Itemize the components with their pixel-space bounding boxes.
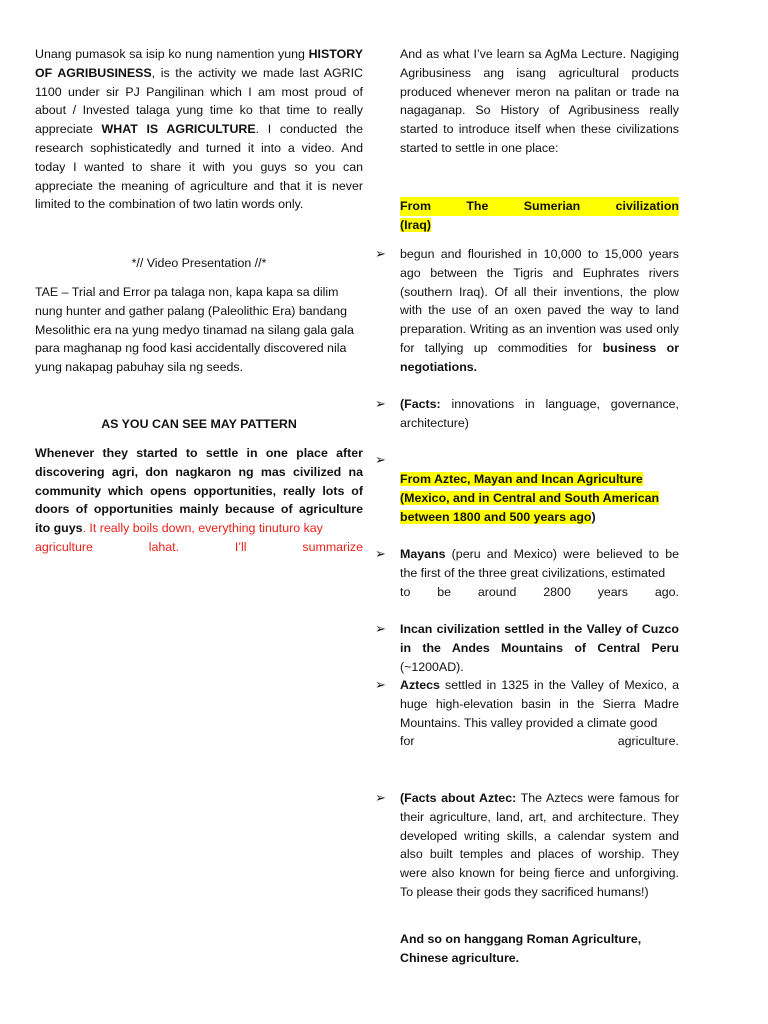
intro-paragraph: Unang pumasok sa isip ko nung namention yung HISTORY OF AGRIBUSINESS, is the activity we made last AGRIC 1100 under sir PJ Pangilinan which I am most proud of about / Invested talaga yung time ko that time to really appreciate WHAT IS AGRICULTURE. I conducted the research sophisticatedly and turned it into a video. And today I wanted to share it with you guys so you can appreciate the meaning of agriculture and that it is never limited to the combination of two latin words only. — [35, 47, 363, 212]
pattern-heading: AS YOU CAN SEE MAY PATTERN — [101, 417, 297, 431]
arrow-bullet-icon: ➢ — [375, 452, 386, 467]
arrow-bullet-icon: ➢ — [375, 246, 386, 261]
mayans-last-line: to be around 2800 years ago. — [400, 584, 679, 599]
whenever-paragraph: Whenever they started to settle in one place after discovering agri, don nagkaron ng mas civilized na community which opens opportunities, really lots of doors of opportunities mainly because of agriculture ito guys. It really boils down, everything tinuturo kay — [35, 446, 363, 536]
arrow-bullet-icon: ➢ — [375, 546, 386, 561]
aztec-facts-bullet: ➢ (Facts about Aztec: The Aztecs were famous for their agriculture, land, art, and architecture. They developed writing skills, a calendar system and also built temples and places of worship. They were also known for being fierce and unforgiving. To please their gods they sacrificed humans!) — [375, 790, 679, 899]
incan-bullet: ➢ Incan civilization settled in the Valley of Cuzco in the Andes Mountains of Central Peru (~1200AD). — [375, 621, 679, 674]
tae-paragraph: TAE – Trial and Error pa talaga non, kapa kapa sa dilim nung hunter and gather palang (Paleolithic Era) bandang Mesolithic era na yung medyo tinamad na silang gala gala para maghanap ng food kasi accidentally discovered nila yung nakapag pabuhay sila ng seeds. — [35, 285, 354, 375]
sumerian-heading: From The Sumerian civilization (Iraq) — [400, 199, 679, 232]
arrow-bullet-icon: ➢ — [375, 677, 386, 692]
arrow-bullet-icon: ➢ — [375, 621, 386, 636]
sumerian-facts-bullet: ➢ (Facts: innovations in language, governance, architecture) — [375, 396, 679, 430]
aztec-mayan-incan-heading: From Aztec, Mayan and Incan Agriculture (Mexico, and in Central and South American between 1800 and 500 years ago) — [400, 472, 660, 524]
closing-paragraph: And so on hanggang Roman Agriculture, Chinese agriculture. — [400, 932, 642, 965]
aztecs-last-line: for agriculture. — [400, 734, 679, 749]
arrow-bullet-icon: ➢ — [375, 790, 386, 805]
sumerian-bullet-1: ➢ begun and flourished in 10,000 to 15,000 years ago between the Tigris and Euphrates rivers (southern Iraq). Of all their inventions, the plow with the use of an oxen paved the way to land preparation. Writing as an invention was used only for tallying up commodities for business or negotiations. — [375, 246, 680, 374]
mayans-bullet: ➢ Mayans (peru and Mexico) were believed to be the first of the three great civilizations, estimated to be around 2800 years ago. — [400, 545, 679, 601]
agma-intro-paragraph: And as what I’ve learn sa AgMa Lecture. Nagiging Agribusiness ang isang agricultural products produced whenever meron na palitan or trade na nagaganap. So History of Agribusiness really started to introduce itself when these civilizations started to settle in one place: — [400, 47, 679, 155]
video-presentation-label: *// Video Presentation //* — [131, 256, 267, 270]
arrow-bullet-icon: ➢ — [375, 396, 386, 411]
aztecs-bullet: ➢ Aztecs settled in 1325 in the Valley of Mexico, a huge high-elevation basin in the Sierra Madre Mountains. This valley provided a climate good for agriculture. — [400, 676, 679, 751]
whenever-last-line: agriculture lahat. I’ll summarize — [35, 540, 363, 554]
